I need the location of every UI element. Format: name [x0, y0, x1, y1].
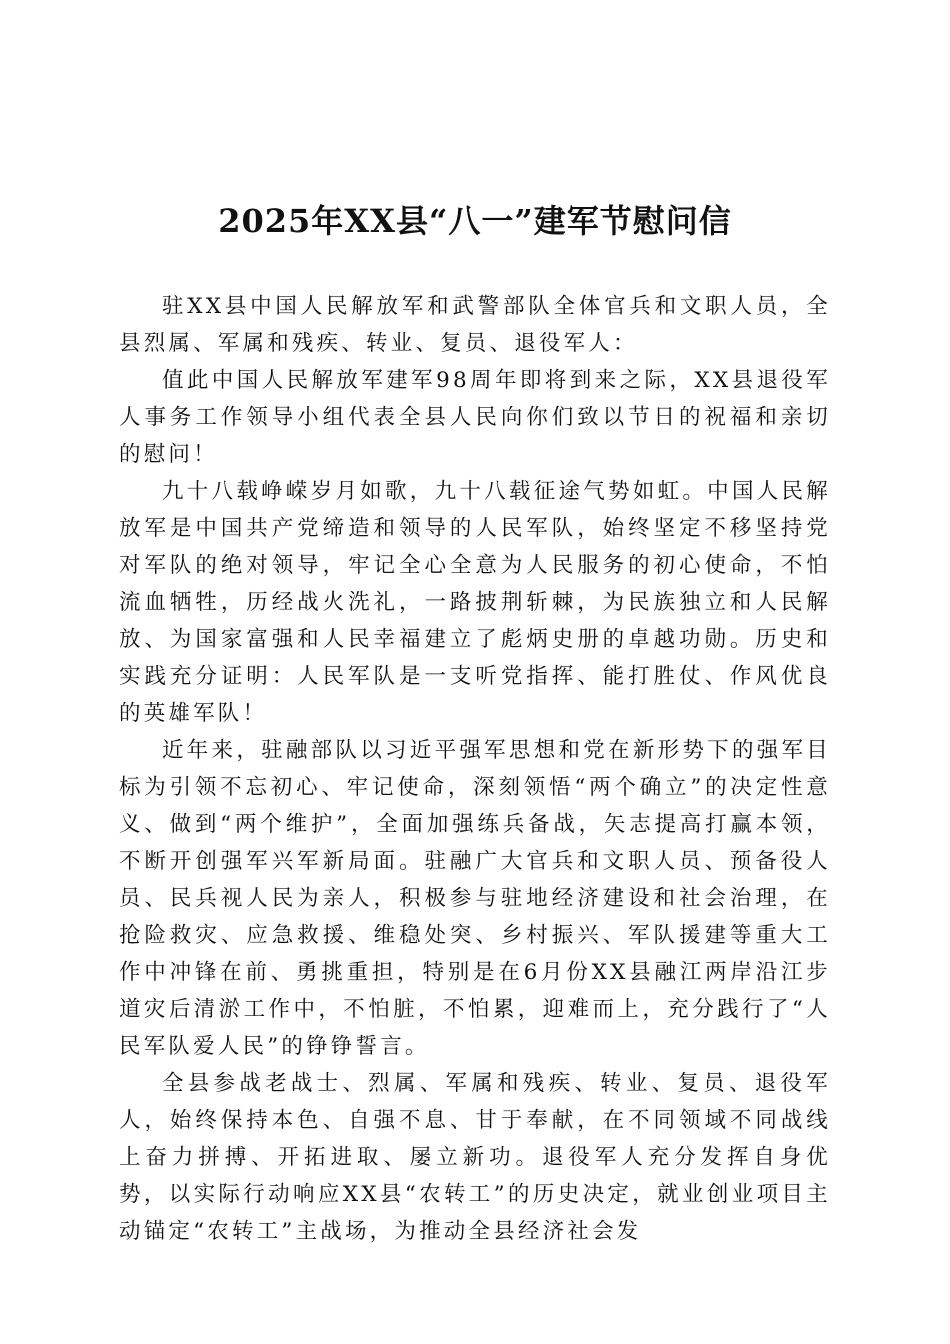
veterans-paragraph: 全县参战老战士、烈属、军属和残疾、转业、复员、退役军人，始终保持本色、自强不息、甘于奉献，在不同领域不同战线上奋力拼搏、开拓进取、屡立新功。退役军人充分发挥自身优势，以实际行动响应XX县“农转工”的历史决定，就业创业项目主动锚定“农转工”主战场，为推动全县经济社会发: [119, 1071, 831, 1244]
letter-title: 2025年XX县“八一”建军节慰问信: [218, 202, 732, 240]
letter-body: [119, 288, 831, 1250]
recent-years-paragraph: 近年来，驻融部队以习近平强军思想和党在新形势下的强军目标为引领不忘初心、牢记使命，深刻领悟“两个确立”的决定性意义、做到“两个维护”，全面加强练兵备战，矢志提高打赢本领，不断开创强军兴军新局面。驻融广大官兵和文职人员、预备役人员、民兵视人民为亲人，积极参与驻地经济建设和社会治理，在抢险救灾、应急救援、维稳处突、乡村振兴、军队援建等重大工作中冲锋在前、勇挑重担，特别是在6月份XX县融江两岸沿江步道灾后清淤工作中，不怕脏，不怕累，迎难而上，充分践行了“人民军队爱人民”的铮铮誓言。: [119, 738, 831, 1059]
history-paragraph: 九十八载峥嵘岁月如歌，九十八载征途气势如虹。中国人民解放军是中国共产党缔造和领导的人民军队，始终坚定不移坚持党对军队的绝对领导，牢记全心全意为人民服务的初心使命，不怕流血牺牲，历经战火洗礼，一路披荆斩棘，为民族独立和人民解放、为国家富强和人民幸福建立了彪炳史册的卓越功勋。历史和实践充分证明：人民军队是一支听党指挥、能打胜仗、作风优良的英雄军队！: [119, 479, 831, 726]
salutation-paragraph: 驻XX县中国人民解放军和武警部队全体官兵和文职人员，全县烈属、军属和残疾、转业、复员、退役军人：: [119, 294, 831, 356]
greeting-paragraph: 值此中国人民解放军建军98周年即将到来之际，XX县退役军人事务工作领导小组代表全县人民向你们致以节日的祝福和亲切的慰问！: [119, 368, 831, 467]
